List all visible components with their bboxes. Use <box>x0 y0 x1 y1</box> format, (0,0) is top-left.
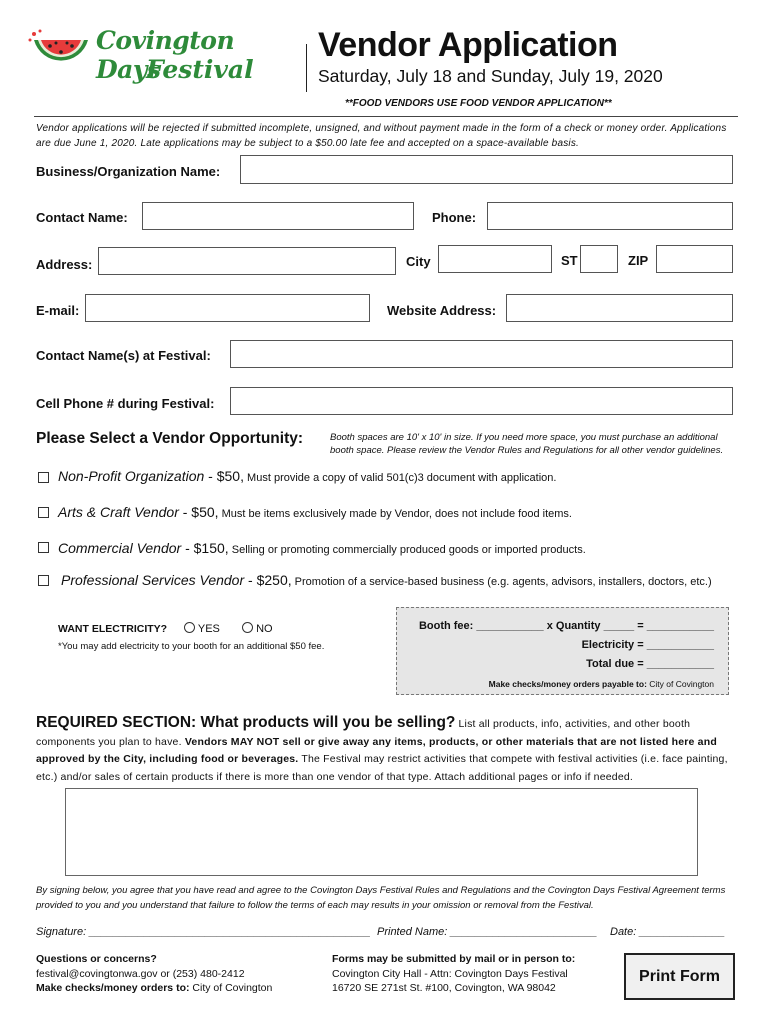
required-bold-text: Vendors MAY NOT sell or give away any items, products, or other materials that are not listed here and approved by the City, including food or beverages. <box>36 735 717 765</box>
questions-contact: festival@covingtonwa.gov or (253) 480-2412 <box>36 967 245 980</box>
option-price: - $250, <box>244 572 292 588</box>
vendor-opportunity-heading: Please Select a Vendor Opportunity: <box>36 430 304 447</box>
no-radio[interactable] <box>242 622 253 633</box>
arts-craft-checkbox[interactable] <box>38 507 49 518</box>
logo-text-line1: Covington Days <box>96 26 235 84</box>
business-name-field[interactable] <box>240 155 733 184</box>
contact-name-field[interactable] <box>142 202 414 230</box>
event-dates: Saturday, July 18 and Sunday, July 19, 2020 <box>318 66 663 86</box>
no-label: NO <box>256 623 273 635</box>
commercial-checkbox[interactable] <box>38 542 49 553</box>
address-field[interactable] <box>98 247 396 275</box>
option-nonprofit <box>58 468 556 484</box>
checks-label: Make checks/money orders to: <box>36 982 190 994</box>
electricity-label: WANT ELECTRICITY? <box>58 623 168 635</box>
festival-logo <box>28 22 298 94</box>
option-price: - $150, <box>181 540 229 556</box>
header-divider <box>306 44 307 92</box>
date-line[interactable]: Date: ______________ <box>610 926 725 938</box>
cell-phone-label: Cell Phone # during Festival: <box>36 396 215 411</box>
questions-heading: Questions or concerns? <box>36 953 157 965</box>
printed-name-line[interactable]: Printed Name: ________________________ <box>377 926 598 938</box>
zip-field[interactable] <box>656 245 733 273</box>
header-rule <box>34 116 738 117</box>
option-desc: Promotion of a service-based business (e.g. agents, advisors, installers, doctors, etc.) <box>291 576 712 588</box>
products-textarea[interactable] <box>65 788 698 876</box>
mail-address-line2: 16720 SE 271st St. #100, Covington, WA 98042 <box>332 982 556 994</box>
option-desc: Must provide a copy of valid 501(c)3 document with application. <box>244 472 557 484</box>
email-label: E-mail: <box>36 303 80 318</box>
print-form-button[interactable]: Print Form <box>624 953 735 1000</box>
logo-text-line2: Festival <box>146 55 254 84</box>
fee-summary-box <box>396 607 729 695</box>
mail-address-line1: Covington City Hall - Attn: Covington Days Festival <box>332 967 568 980</box>
yes-label: YES <box>197 623 220 635</box>
option-price: - $50, <box>204 468 244 484</box>
option-name: Non-Profit Organization <box>58 468 205 484</box>
phone-label: Phone: <box>432 210 477 225</box>
option-name: Arts & Craft Vendor <box>58 504 179 520</box>
website-field[interactable] <box>506 294 733 322</box>
option-arts-craft <box>58 504 572 520</box>
professional-checkbox[interactable] <box>38 575 49 586</box>
required-heading: REQUIRED SECTION: What products will you be selling? <box>36 714 456 731</box>
agreement-text: By signing below, you agree that you have read and agree to the Covington Days Festival Rules and Regulations and the Covington Days Festival Agreement terms provided to you and you understand that failure to follow the terms of each may results in your omission or removal from the Festival. <box>36 885 726 911</box>
zip-label: ZIP <box>628 253 649 268</box>
city-label: City <box>406 254 431 269</box>
phone-field[interactable] <box>487 202 733 230</box>
booth-note-line2: booth space. Please review the Vendor Rules and Regulations for all other vendor guidelines. <box>330 445 724 456</box>
booth-fee-line: Booth fee: ___________ x Quantity _____ = ___________ <box>418 620 714 632</box>
option-name: Commercial Vendor <box>58 540 182 556</box>
address-label: Address: <box>36 257 93 272</box>
option-name: Professional Services Vendor <box>61 572 245 588</box>
business-name-label: Business/Organization Name: <box>36 164 221 179</box>
questions-block <box>36 952 272 996</box>
option-desc: Must be items exclusively made by Vendor, does not include food items. <box>218 508 572 520</box>
checks-payee: City of Covington <box>189 982 273 994</box>
festival-contact-label: Contact Name(s) at Festival: <box>36 348 211 363</box>
mail-heading: Forms may be submitted by mail or in person to: <box>332 953 576 965</box>
option-professional <box>61 572 712 588</box>
yes-radio[interactable] <box>184 622 195 633</box>
booth-note-line1: Booth spaces are 10' x 10' in size. If you need more space, you must purchase an additional <box>330 432 718 443</box>
electricity-fee-line: Electricity = ___________ <box>581 639 714 651</box>
contact-name-label: Contact Name: <box>36 210 128 225</box>
option-commercial <box>58 540 586 556</box>
food-vendor-note: **FOOD VENDORS USE FOOD VENDOR APPLICATION** <box>345 98 612 109</box>
nonprofit-checkbox[interactable] <box>38 472 49 483</box>
website-label: Website Address: <box>387 303 497 318</box>
total-due-line: Total due = ___________ <box>586 658 714 670</box>
mail-block <box>332 952 575 996</box>
state-label: ST <box>561 253 578 268</box>
email-field[interactable] <box>85 294 370 322</box>
electricity-no-option[interactable] <box>242 622 273 635</box>
payable-name: City of Covington <box>646 679 714 689</box>
intro-text: Vendor applications will be rejected if submitted incomplete, unsigned, and without payment made in the form of a check or money order. Applications are due June 1, 2020. Late applications may be subject to a $50.00 late fee and accepted on a space-available basis. <box>36 123 727 149</box>
option-desc: Selling or promoting commercially produced goods or imported products. <box>228 544 586 556</box>
signature-line[interactable]: Signature: ______________________________________________ <box>36 926 371 938</box>
required-text-1: List all products, info, activities, and other booth components you plan to have. <box>36 718 691 748</box>
required-section <box>36 714 736 786</box>
payable-to-line <box>489 679 714 689</box>
festival-contact-field[interactable] <box>230 340 733 368</box>
payable-label: Make checks/money orders payable to: <box>488 679 647 689</box>
electricity-yes-option[interactable] <box>184 622 220 635</box>
city-field[interactable] <box>438 245 552 273</box>
electricity-question <box>58 623 167 635</box>
option-price: - $50, <box>178 504 219 520</box>
page-title: Vendor Application <box>318 26 618 64</box>
cell-phone-field[interactable] <box>230 387 733 415</box>
checks-line <box>36 981 272 996</box>
watermelon-slice-icon <box>28 28 94 84</box>
electricity-note: *You may add electricity to your booth for an additional $50 fee. <box>58 641 325 652</box>
state-field[interactable] <box>580 245 618 273</box>
required-text-2: The Festival may restrict activities that compete with festival activities (i.e. face painting, etc.) and/or sales of certain products if there is more than one vendor of that type. Attach additional pages or info if needed. <box>36 753 728 783</box>
